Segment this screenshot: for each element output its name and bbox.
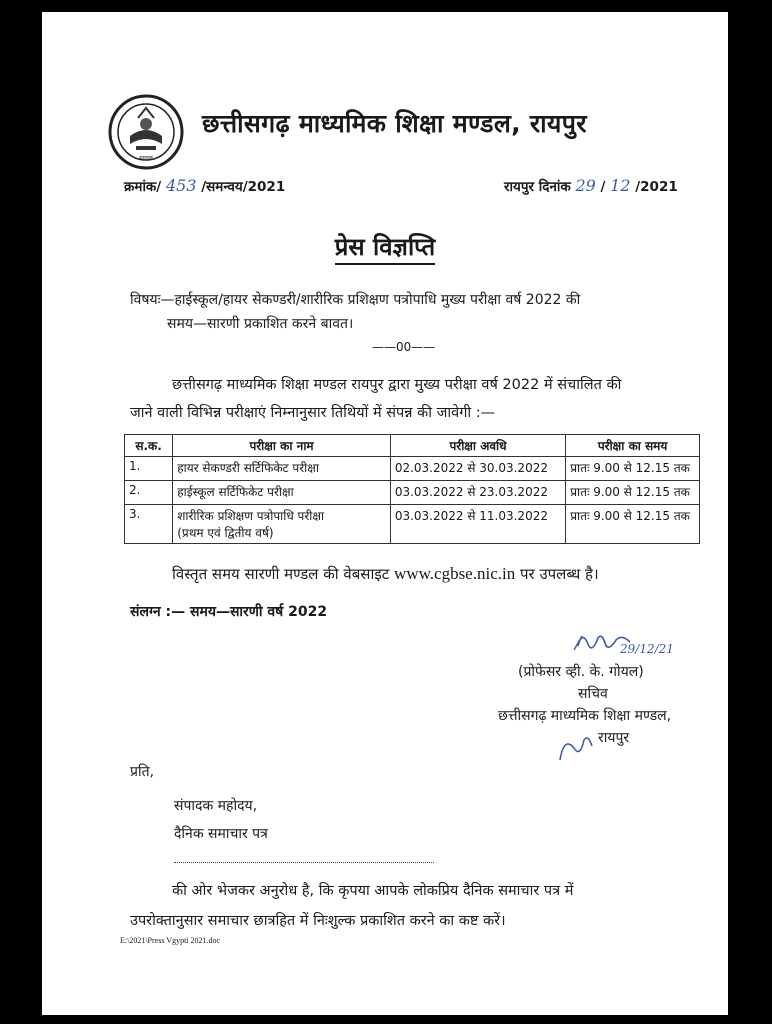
document-page <box>42 12 728 1015</box>
organization-name: छत्तीसगढ़ माध्यमिक शिक्षा मण्डल, रायपुर <box>202 109 587 138</box>
cell-serial: 2. <box>125 481 173 505</box>
cell-exam-name: हायर सेकण्डरी सर्टिफिकेट परीक्षा <box>173 457 391 481</box>
cell-serial: 1. <box>125 457 173 481</box>
cell-exam-name-line-2: (प्रथम एवं द्वितीय वर्ष) <box>177 526 274 540</box>
press-release-title: प्रेस विज्ञप्ति <box>42 230 728 263</box>
reference-number-handwritten: 453 <box>165 176 197 195</box>
seal-text: मण्डल <box>139 155 153 162</box>
table-row <box>125 481 700 505</box>
cell-time: प्रातः 9.00 से 12.15 तक <box>566 457 700 481</box>
cell-duration: 03.03.2022 से 23.03.2022 <box>390 481 565 505</box>
reference-date-label: रायपुर दिनांक <box>504 179 571 195</box>
header-exam-name: परीक्षा का नाम <box>173 435 391 457</box>
subject-line-2: समय—सारणी प्रकाशित करने बावत। <box>167 316 354 332</box>
signatory-org-line-2: रायपुर <box>598 730 630 746</box>
cell-duration: 03.03.2022 से 11.03.2022 <box>390 505 565 544</box>
website-line-before: विस्तृत समय सारणी मण्डल की वेबसाइट <box>172 565 390 583</box>
table-row <box>125 457 700 481</box>
separator: ——00—— <box>372 340 436 354</box>
initials-mark <box>554 730 598 766</box>
closing-line-1: की ओर भेजकर अनुरोध है, कि कृपया आपके लोकप्रिय दैनिक समाचार पत्र में <box>172 883 574 899</box>
cell-time: प्रातः 9.00 से 12.15 तक <box>566 481 700 505</box>
signatory-name: (प्रोफेसर व्ही. के. गोयल) <box>518 664 644 680</box>
dotted-fill-line <box>174 862 434 863</box>
signatory-designation: सचिव <box>578 686 608 702</box>
reference-date-year: /2021 <box>635 179 678 195</box>
recipient-to: प्रति, <box>130 764 155 780</box>
recipient-line-1: संपादक महोदय, <box>174 798 258 814</box>
recipient-line-2: दैनिक समाचार पत्र <box>174 826 268 842</box>
website-url[interactable]: www.cgbse.nic.in <box>394 564 516 583</box>
reference-number-label: क्रमांक/ <box>124 179 162 195</box>
header-duration: परीक्षा अवधि <box>390 435 565 457</box>
website-line <box>172 564 599 584</box>
reference-number <box>124 176 285 195</box>
cell-exam-name: हाईस्कूल सर्टिफिकेट परीक्षा <box>173 481 391 505</box>
website-line-after: पर उपलब्ध है। <box>520 565 599 583</box>
cell-duration: 02.03.2022 से 30.03.2022 <box>390 457 565 481</box>
header-serial: स.क. <box>125 435 173 457</box>
reference-date: रायपुर दिनांक 29 / 12 /2021 <box>504 176 678 195</box>
table-row <box>125 505 700 544</box>
board-seal-logo <box>108 94 184 170</box>
exam-schedule-table <box>124 434 700 544</box>
enclosure-line: संलग्न :— समय—सारणी वर्ष 2022 <box>130 604 328 620</box>
header-time: परीक्षा का समय <box>566 435 700 457</box>
cell-exam-name-line-1: शारीरिक प्रशिक्षण पत्रोपाधि परीक्षा <box>177 509 325 523</box>
signatory-org-line-1: छत्तीसगढ़ माध्यमिक शिक्षा मण्डल, <box>498 708 672 724</box>
cell-serial: 3. <box>125 505 173 544</box>
body-paragraph-line-1: छत्तीसगढ़ माध्यमिक शिक्षा मण्डल रायपुर द्वारा मुख्य परीक्षा वर्ष 2022 में संचालित की <box>172 377 622 393</box>
footer-file-path: E:\2021\Press Vgypti 2021.doc <box>120 936 221 945</box>
cell-time: प्रातः 9.00 से 12.15 तक <box>566 505 700 544</box>
reference-date-day: 29 <box>575 176 596 195</box>
signature-date: 29/12/21 <box>620 642 674 656</box>
closing-line-2: उपरोक्तानुसार समाचार छात्रहित में निःशुल्क प्रकाशित करने का कष्ट करें। <box>130 913 506 929</box>
reference-number-suffix: /समन्वय/2021 <box>201 179 286 195</box>
reference-date-month: 12 <box>610 176 631 195</box>
table-header-row <box>125 435 700 457</box>
body-paragraph-line-2: जाने वाली विभिन्न परीक्षाएं निम्नानुसार तिथियों में संपन्न की जावेगी :— <box>130 405 496 421</box>
subject-line-1: विषयः—हाईस्कूल/हायर सेकण्डरी/शारीरिक प्रशिक्षण पत्रोपाधि मुख्य परीक्षा वर्ष 2022 की <box>130 292 581 308</box>
cell-exam-name <box>173 505 391 544</box>
